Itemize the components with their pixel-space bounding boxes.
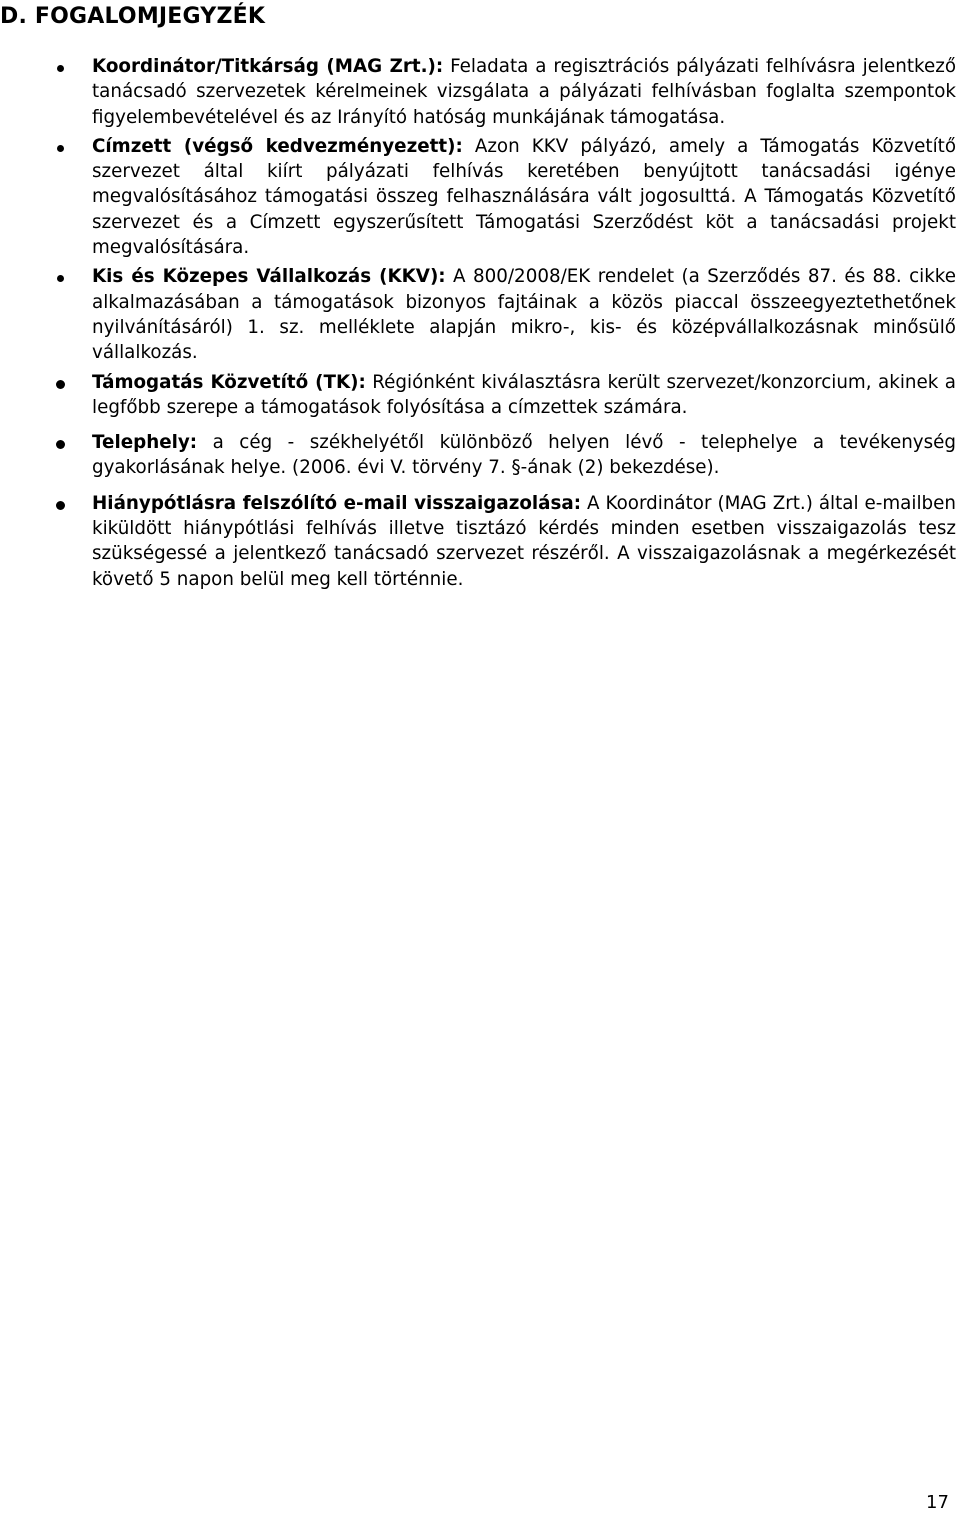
- glossary-entry: [0, 54, 960, 130]
- glossary-definition: a cég - székhelyétől különböző helyen lévő - telephelye a tevékenység gyakorlásának helye. (2006. évi V. törvény 7. §-ának (2) bekezdése).: [92, 432, 956, 479]
- glossary-definition: Régiónként kiválasztásra került szervezet/konzorcium, akinek a legfőbb szerepe a támogatások folyósítása a címzettek számára.: [92, 371, 956, 418]
- glossary-term: Kis és Közepes Vállalkozás (KKV):: [92, 266, 446, 288]
- glossary-term: Koordinátor/Titkárság (MAG Zrt.):: [92, 56, 444, 77]
- glossary-term: Címzett (végső kedvezményezett):: [92, 135, 463, 157]
- glossary-entry: [0, 370, 960, 421]
- page-title: D. FOGALOMJEGYZÉK: [0, 4, 266, 29]
- bullet-icon: [57, 275, 64, 282]
- bullet-icon: [57, 65, 64, 72]
- glossary-term: Hiánypótlásra felszólító e-mail visszaigazolása:: [92, 492, 582, 514]
- bullet-icon: [56, 380, 65, 389]
- glossary-entry: [0, 134, 960, 260]
- glossary-list: [0, 54, 960, 602]
- glossary-definition: A 800/2008/EK rendelet (a Szerződés 87. és 88. cikke alkalmazásában a támogatások bizonyos fajtáinak a közös piaccal összeegyeztethetőnek nyilvánításáról) 1. sz. melléklete alapján mikro-, kis- és középvállalkozásnak minősülő vállalkozás.: [92, 266, 956, 364]
- glossary-definition: Azon KKV pályázó, amely a Támogatás Közvetítő szervezet által kiírt pályázati felhívás keretében benyújtott tanácsadási igénye megvalósításához támogatási összeg felhasználására vált jogosulttá. A Támogatás Közvetítő szervezet és a Címzett egyszerűsített Támogatási Szerződést köt a tanácsadási projekt megvalósítására.: [92, 135, 957, 259]
- glossary-entry: [0, 491, 960, 592]
- glossary-definition: Feladata a regisztrációs pályázati felhívásra jelentkező tanácsadó szervezetek kérelmeinek vizsgálata a pályázati felhívásban foglalta szempontok figyelembevételével és az Irányító hatóság munkájának támogatása.: [92, 56, 957, 128]
- bullet-icon: [56, 440, 65, 449]
- glossary-term: Telephely:: [92, 432, 198, 454]
- glossary-entry: [0, 430, 960, 481]
- bullet-icon: [57, 145, 64, 152]
- page-number: 17: [926, 1492, 949, 1513]
- glossary-entry: [0, 264, 960, 365]
- bullet-icon: [56, 501, 65, 510]
- glossary-definition: A Koordinátor (MAG Zrt.) által e-mailben kiküldött hiánypótlási felhívás illetve tisztázó kérdés minden esetben visszaigazolás tesz szükségessé a jelentkező tanácsadó szervezet részéről. A visszaigazolásnak a megérkezését követő 5 napon belül meg kell történnie.: [92, 492, 956, 590]
- glossary-term: Támogatás Közvetítő (TK):: [92, 371, 366, 393]
